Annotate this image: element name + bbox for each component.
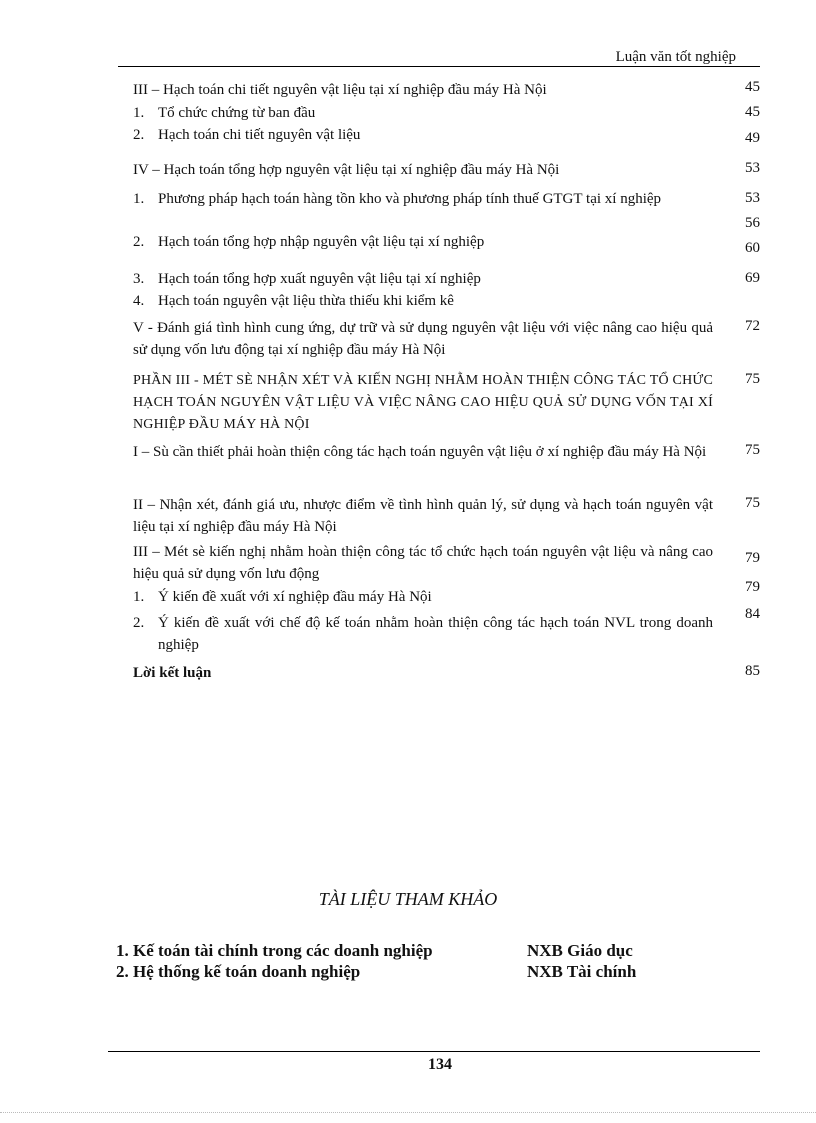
toc-page: 56	[745, 215, 760, 231]
toc-page: 79	[745, 550, 760, 566]
toc-page: 53	[745, 160, 760, 176]
toc-page: 49	[745, 130, 760, 146]
toc-page: 60	[745, 240, 760, 256]
toc-entry-2: 2. Ý kiến đề xuất với chế độ kế toán nhằm hoàn thiện công tác hạch toán NVL trong doanh nghiệp	[133, 615, 713, 653]
running-header: Luận văn tốt nghiệp	[615, 49, 736, 65]
reference-publisher: NXB Tài chính	[527, 962, 637, 981]
toc-page: 75	[745, 495, 760, 511]
toc-entry-ii: II – Nhận xét, đánh giá ưu, nhược điểm về tình hình quản lý, sử dụng và hạch toán nguyên vật liệu tại xí nghiệp đầu máy Hà Nội	[133, 497, 713, 535]
page-edge-divider	[0, 1112, 816, 1113]
toc-page: 84	[745, 606, 760, 622]
toc-page: 72	[745, 318, 760, 334]
toc-entry-3: 3. Hạch toán tổng hợp xuất nguyên vật liệu tại xí nghiệp	[133, 271, 481, 287]
toc-page: 53	[745, 190, 760, 206]
toc-entry-iii: III – Hạch toán chi tiết nguyên vật liệu tại xí nghiệp đầu máy Hà Nội	[133, 82, 547, 98]
toc-entry-1: 1. Tổ chức chứng từ ban đầu	[133, 105, 316, 121]
toc-entry-part-iii: PHẦN III - MÉT SÈ NHẬN XÉT VÀ KIẾN NGHỊ NHẰM HOÀN THIỆN CÔNG TÁC TỔ CHỨC HẠCH TOÁN NGUYÊN VẬT LIỆU VÀ VIỆC NÂNG CAO HIỆU QUẢ SỬ DỤNG VỐN TẠI XÍ NGHIỆP ĐẦU MÁY HÀ NỘI	[133, 373, 713, 432]
toc-entry-iii-b: III – Mét sè kiến nghị nhằm hoàn thiện công tác tổ chức hạch toán nguyên vật liệu và nâng cao hiệu quả sử dụng vốn lưu động	[133, 544, 713, 582]
toc-page: 45	[745, 104, 760, 120]
toc-page: 85	[745, 663, 760, 679]
page-number: 134	[428, 1056, 452, 1073]
toc-page: 75	[745, 371, 760, 387]
toc-page: 79	[745, 579, 760, 595]
toc-entry-1: 1. Phương pháp hạch toán hàng tồn kho và phương pháp tính thuế GTGT tại xí nghiệp	[133, 191, 662, 207]
toc-entry-2: 2. Hạch toán tổng hợp nhập nguyên vật liệu tại xí nghiệp	[133, 234, 485, 250]
toc-entry-conclusion: Lời kết luận	[133, 665, 212, 681]
toc-page: 45	[745, 79, 760, 95]
reference-item: 1. Kế toán tài chính trong các doanh nghiệp	[116, 941, 433, 960]
references-title: TÀI LIỆU THAM KHẢO	[318, 889, 498, 909]
toc-entry-i: I – Sù cần thiết phải hoàn thiện công tác hạch toán nguyên vật liệu ở xí nghiệp đầu máy Hà Nội	[133, 444, 707, 460]
toc-page: 69	[745, 270, 760, 286]
toc-entry-4: 4. Hạch toán nguyên vật liệu thừa thiếu khi kiểm kê	[133, 293, 454, 309]
toc-entry-iv: IV – Hạch toán tổng hợp nguyên vật liệu tại xí nghiệp đầu máy Hà Nội	[133, 162, 560, 178]
header-rule	[118, 66, 760, 67]
toc-entry-1: 1. Ý kiến đề xuất với xí nghiệp đầu máy Hà Nội	[133, 589, 432, 605]
toc-entry-2: 2. Hạch toán chi tiết nguyên vật liệu	[133, 127, 361, 143]
footer-rule	[108, 1051, 760, 1052]
reference-publisher: NXB Giáo dục	[527, 941, 633, 960]
toc-page: 75	[745, 442, 760, 458]
toc-entry-v: V - Đánh giá tình hình cung ứng, dự trữ và sử dụng nguyên vật liệu với việc nâng cao hiệu quả sử dụng vốn lưu động tại xí nghiệp đầu máy Hà Nội	[133, 320, 713, 358]
reference-item: 2. Hệ thống kế toán doanh nghiệp	[116, 962, 361, 981]
